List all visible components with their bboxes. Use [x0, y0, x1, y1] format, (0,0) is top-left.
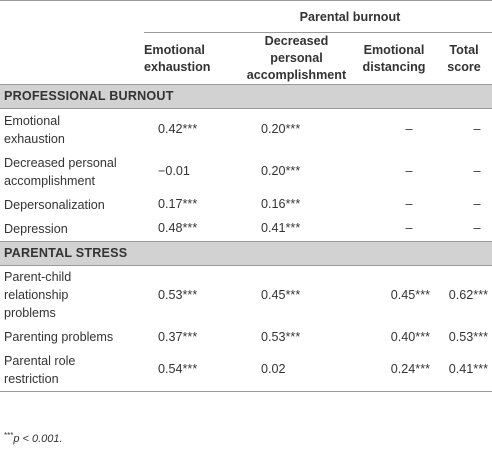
- row-label-line: Parent-child: [4, 270, 72, 285]
- table-row: [0, 217, 492, 242]
- table-row: [0, 325, 492, 349]
- table-cell: 0.16***: [261, 197, 301, 211]
- table-cell: 0.48***: [158, 221, 198, 235]
- row-label-line: restriction: [4, 371, 59, 386]
- row-label-line: Parenting problems: [4, 330, 114, 344]
- table-cell: –: [405, 122, 413, 137]
- table-cell: 0.37***: [158, 329, 198, 344]
- table-cell: –: [473, 197, 481, 211]
- column-header-line: personal: [270, 51, 323, 65]
- column-header-line: exhaustion: [144, 59, 211, 74]
- table-cell: –: [473, 164, 481, 178]
- row-label: [0, 217, 144, 242]
- row-label-line: exhaustion: [4, 131, 65, 146]
- table-cell: 0.54***: [158, 362, 198, 377]
- section-header-row: [0, 241, 492, 265]
- table-cell: 0.17***: [158, 197, 198, 211]
- table-cell: 0.20***: [261, 122, 301, 137]
- table-cell: 0.40***: [390, 329, 430, 344]
- table-body: [0, 1, 492, 392]
- row-label: [0, 109, 144, 151]
- table-bottom-rule: [0, 391, 492, 392]
- table-row: [0, 151, 492, 193]
- footnote-marker: ***: [4, 431, 14, 440]
- row-label-line: accomplishment: [4, 173, 95, 188]
- table-row: [0, 109, 492, 151]
- row-label-line: Depersonalization: [4, 197, 105, 212]
- column-header-line: Decreased: [264, 34, 329, 48]
- row-label-line: Depression: [4, 221, 68, 236]
- section-title: PROFESSIONAL BURNOUT: [0, 85, 492, 109]
- table-cell: 0.02: [261, 362, 286, 377]
- row-label: [0, 349, 144, 391]
- column-header-line: distancing: [362, 59, 426, 74]
- column-header-line: Total: [449, 42, 479, 57]
- column-header: [436, 33, 492, 85]
- column-header-line: Emotional: [144, 42, 205, 57]
- footnote: [4, 431, 63, 445]
- column-header: [352, 33, 436, 85]
- section-title: PARENTAL STRESS: [0, 241, 492, 265]
- column-header-line: score: [447, 59, 481, 74]
- group-header-underline: [144, 32, 492, 33]
- table-cell: 0.41***: [261, 221, 301, 235]
- row-label: [0, 193, 144, 217]
- column-header-line: Emotional: [363, 42, 425, 57]
- table-cell: −0.01: [158, 164, 190, 178]
- table-row: [0, 193, 492, 217]
- row-label: [0, 151, 144, 193]
- table-cell: 0.45***: [390, 287, 430, 302]
- table-cell: 0.42***: [158, 122, 198, 137]
- table-cell: –: [405, 197, 413, 211]
- row-label-line: Decreased personal: [4, 155, 117, 170]
- table-cell: –: [473, 221, 481, 235]
- table-cell: –: [405, 164, 413, 178]
- group-header-row: [0, 1, 492, 33]
- column-header-line: accomplishment: [246, 68, 347, 82]
- table-cell: 0.53***: [448, 329, 488, 344]
- table-cell: –: [405, 221, 413, 235]
- column-header: [144, 33, 241, 85]
- column-header-row: [0, 33, 492, 85]
- table-cell: –: [473, 122, 481, 137]
- table-cell: 0.45***: [261, 287, 301, 302]
- row-label-line: problems: [4, 306, 56, 321]
- footnote-text: p < 0.001.: [13, 433, 63, 445]
- group-header: Parental burnout: [299, 9, 401, 24]
- table-cell: 0.53***: [261, 329, 301, 344]
- row-label-line: relationship: [4, 288, 69, 303]
- table-cell: 0.24***: [390, 362, 430, 377]
- table-cell: 0.53***: [158, 287, 198, 302]
- row-label-line: Emotional: [4, 113, 61, 128]
- table-row: [0, 265, 492, 325]
- table-cell: 0.20***: [261, 164, 301, 178]
- table-cell: 0.41***: [448, 362, 488, 377]
- table-row: [0, 349, 492, 391]
- row-label: [0, 325, 144, 349]
- section-header-row: [0, 85, 492, 109]
- row-label-line: Parental role: [4, 353, 76, 368]
- table-cell: 0.62***: [448, 287, 488, 302]
- column-header: [241, 33, 352, 85]
- row-label: [0, 265, 144, 325]
